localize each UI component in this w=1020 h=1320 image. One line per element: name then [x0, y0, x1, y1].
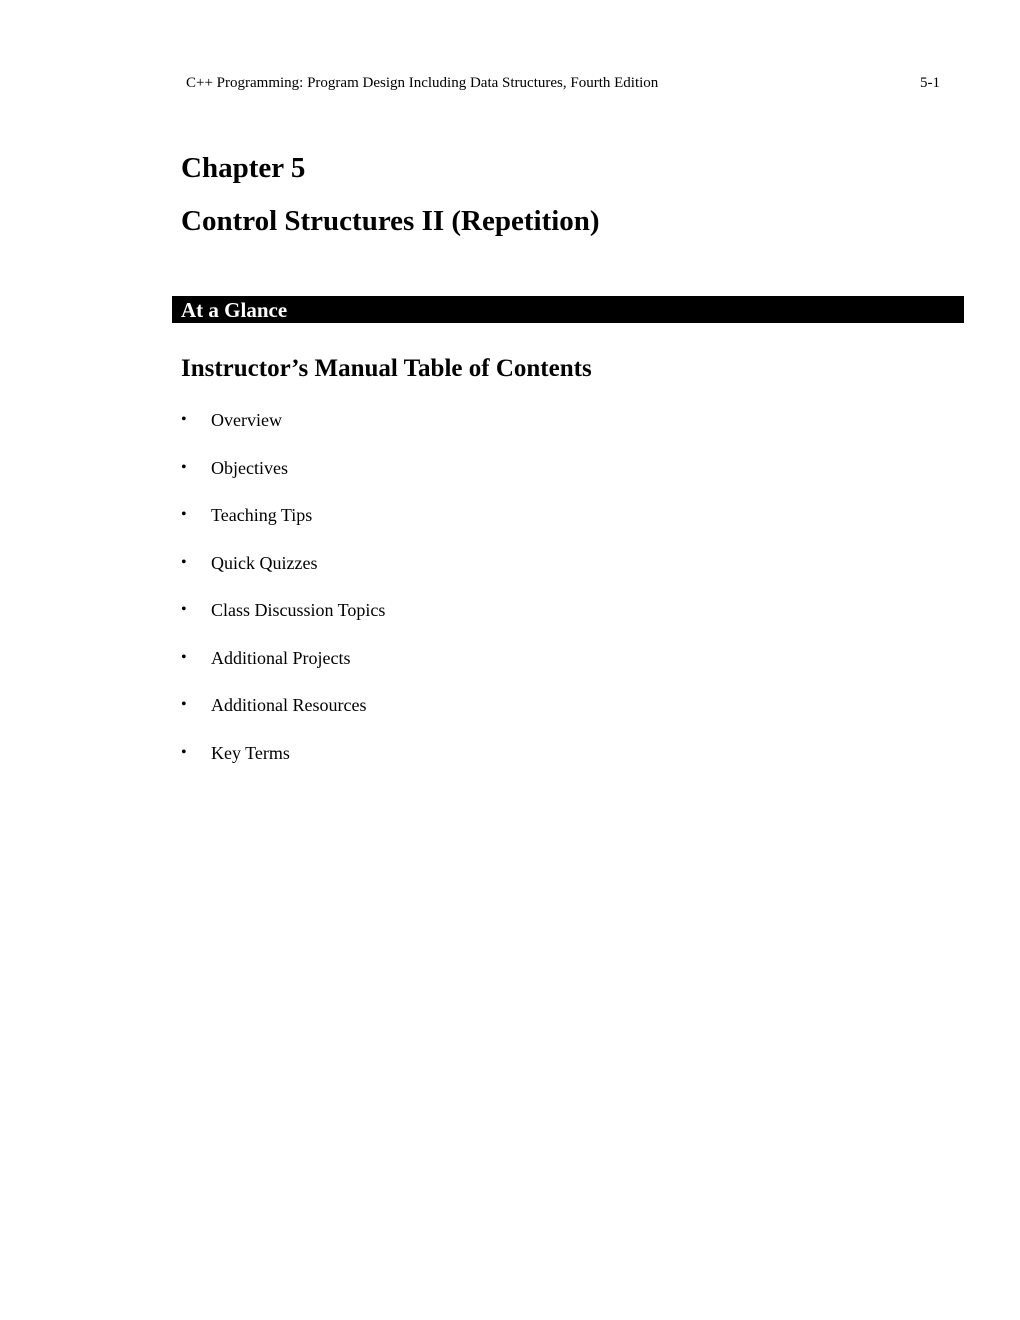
bullet-icon: •: [181, 553, 187, 571]
bullet-icon: •: [181, 696, 187, 713]
toc-heading: Instructor’s Manual Table of Contents: [181, 355, 592, 382]
toc-item-label: Additional Projects: [211, 647, 351, 668]
toc-item-label: Key Terms: [211, 742, 290, 763]
page-number: 5-1: [920, 75, 940, 91]
toc-item-label: Class Discussion Topics: [211, 600, 386, 620]
toc-item-label: Quick Quizzes: [211, 552, 318, 573]
at-a-glance-label: At a Glance: [181, 298, 288, 322]
bullet-icon: •: [181, 506, 187, 523]
chapter-number: Chapter 5: [181, 152, 306, 184]
toc-item-label: Teaching Tips: [211, 505, 313, 525]
toc-item-label: Objectives: [211, 457, 288, 478]
bullet-icon: •: [181, 411, 187, 428]
book-title: C++ Programming: Program Design Including Data Structures, Fourth Edition: [186, 75, 659, 91]
bullet-icon: •: [181, 743, 187, 761]
bullet-icon: •: [181, 458, 187, 476]
bullet-icon: •: [181, 648, 187, 666]
at-a-glance-bar: [172, 296, 964, 323]
chapter-title: Control Structures II (Repetition): [181, 205, 600, 237]
toc-item-label: Overview: [211, 410, 282, 430]
running-header: [186, 72, 942, 94]
bullet-icon: •: [181, 601, 187, 618]
toc-item-label: Additional Resources: [211, 695, 367, 715]
